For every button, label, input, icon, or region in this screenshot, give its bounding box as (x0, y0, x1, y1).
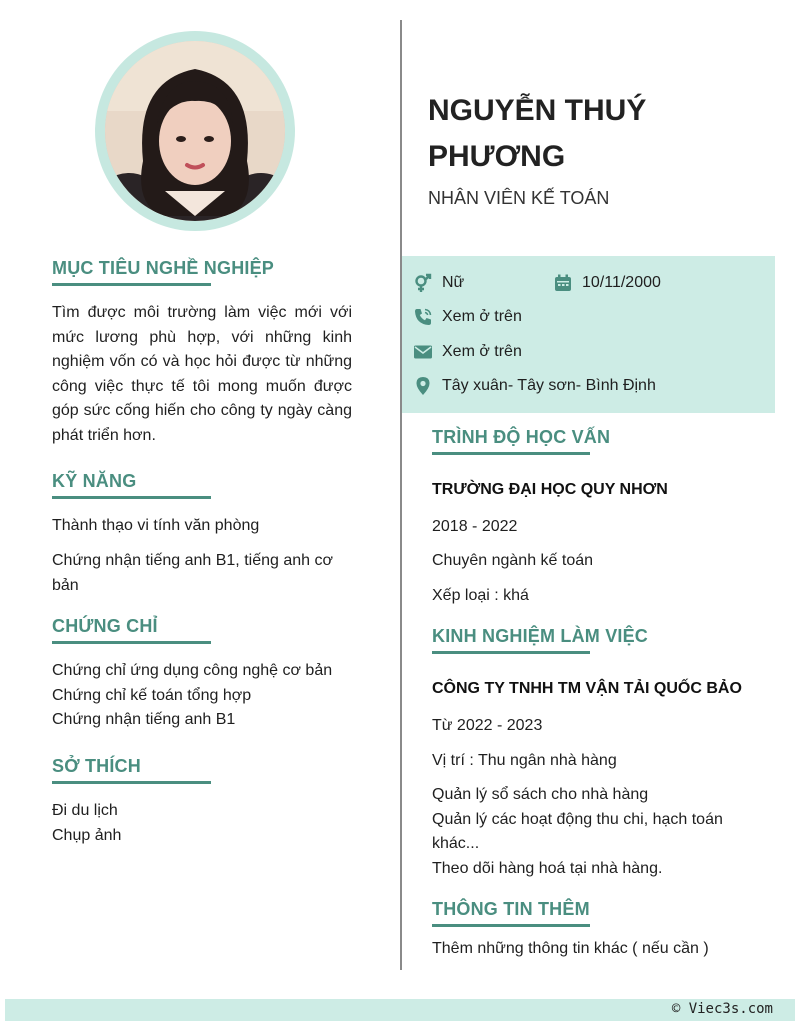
hobby-item: Đi du lịch (52, 802, 118, 819)
duty-item: Quản lý các hoạt động thu chi, hạch toán khác... (432, 810, 723, 852)
hobbies-title: SỞ THÍCH (52, 756, 141, 776)
contact-phone (412, 306, 522, 328)
skill-item: Chứng nhận tiếng anh B1, tiếng anh cơ bản (52, 552, 333, 594)
extra-text: Thêm những thông tin khác ( nếu cần ) (432, 940, 709, 957)
objective-title: MỤC TIÊU NGHỀ NGHIỆP (52, 258, 275, 278)
certificates-section (52, 616, 352, 637)
certificates-title: CHỨNG CHỈ (52, 616, 158, 636)
footer-bar (5, 999, 795, 1021)
contact-box (402, 256, 775, 413)
phone-value: Xem ở trên (442, 308, 522, 325)
education-underline (432, 452, 590, 455)
footer-copyright: © Viec3s.com (671, 1001, 773, 1017)
experience-position: Vị trí : Thu ngân nhà hàng (432, 752, 617, 769)
contact-email (412, 341, 522, 363)
hobbies-underline (52, 781, 211, 784)
hobbies-section (52, 756, 352, 777)
gender-icon (412, 272, 434, 294)
skills-underline (52, 496, 211, 499)
experience-underline (432, 651, 590, 654)
experience-duties (432, 783, 757, 881)
objective-underline (52, 283, 211, 286)
dob-value: 10/11/2000 (582, 274, 661, 291)
certificate-item: Chứng nhận tiếng anh B1 (52, 711, 236, 728)
objective-text: Tìm được môi trường làm việc mới với mức lương phù hợp, với những kinh nghiệm vốn có và học hỏi được từ những công việc thực tế tôi mong muốn được góp sức cống hiến cho công ty ngày càng phát triển hơn. (52, 304, 352, 444)
school-name: TRƯỜNG ĐẠI HỌC QUY NHƠN (432, 481, 668, 498)
experience-period: Từ 2022 - 2023 (432, 717, 543, 734)
education-rank: Xếp loại : khá (432, 587, 529, 604)
address-value: Tây xuân- Tây sơn- Bình Định (442, 377, 656, 394)
education-title: TRÌNH ĐỘ HỌC VẤN (432, 427, 611, 447)
company-name: CÔNG TY TNHH TM VẬN TẢI QUỐC BẢO (432, 680, 742, 697)
contact-dob (552, 272, 661, 294)
name-line-1: NGUYỄN THUÝ (428, 94, 647, 127)
duty-item: Theo dõi hàng hoá tại nhà hàng. (432, 859, 663, 877)
contact-address (412, 375, 656, 397)
name-line-2: PHƯƠNG (428, 140, 566, 173)
extra-section (432, 899, 772, 920)
education-major: Chuyên ngành kế toán (432, 552, 594, 569)
candidate-name (428, 88, 768, 180)
hobby-item: Chụp ảnh (52, 826, 122, 844)
phone-icon (412, 306, 434, 328)
objective-section (52, 258, 352, 279)
avatar-frame (95, 31, 295, 231)
contact-gender (412, 272, 464, 294)
calendar-icon (552, 272, 574, 294)
job-title: NHÂN VIÊN KẾ TOÁN (428, 188, 610, 208)
experience-section (432, 626, 772, 647)
duty-item: Quản lý sổ sách cho nhà hàng (432, 786, 649, 803)
column-divider (400, 20, 402, 970)
certificates-underline (52, 641, 211, 644)
skill-item: Thành thạo vi tính văn phòng (52, 517, 260, 534)
extra-underline (432, 924, 590, 927)
education-years: 2018 - 2022 (432, 518, 518, 535)
avatar (105, 41, 285, 221)
hobbies-list (52, 799, 352, 848)
email-value: Xem ở trên (442, 343, 522, 360)
extra-title: THÔNG TIN THÊM (432, 899, 590, 919)
skills-title: KỸ NĂNG (52, 471, 137, 491)
location-icon (412, 375, 434, 397)
gender-value: Nữ (442, 274, 465, 291)
email-icon (412, 341, 434, 363)
certificate-item: Chứng chỉ kế toán tổng hợp (52, 686, 252, 704)
skills-section (52, 471, 352, 492)
experience-title: KINH NGHIỆM LÀM VIỆC (432, 626, 649, 646)
certificate-item: Chứng chỉ ứng dụng công nghệ cơ bản (52, 662, 333, 679)
certificates-list (52, 659, 352, 733)
education-section (432, 427, 772, 448)
